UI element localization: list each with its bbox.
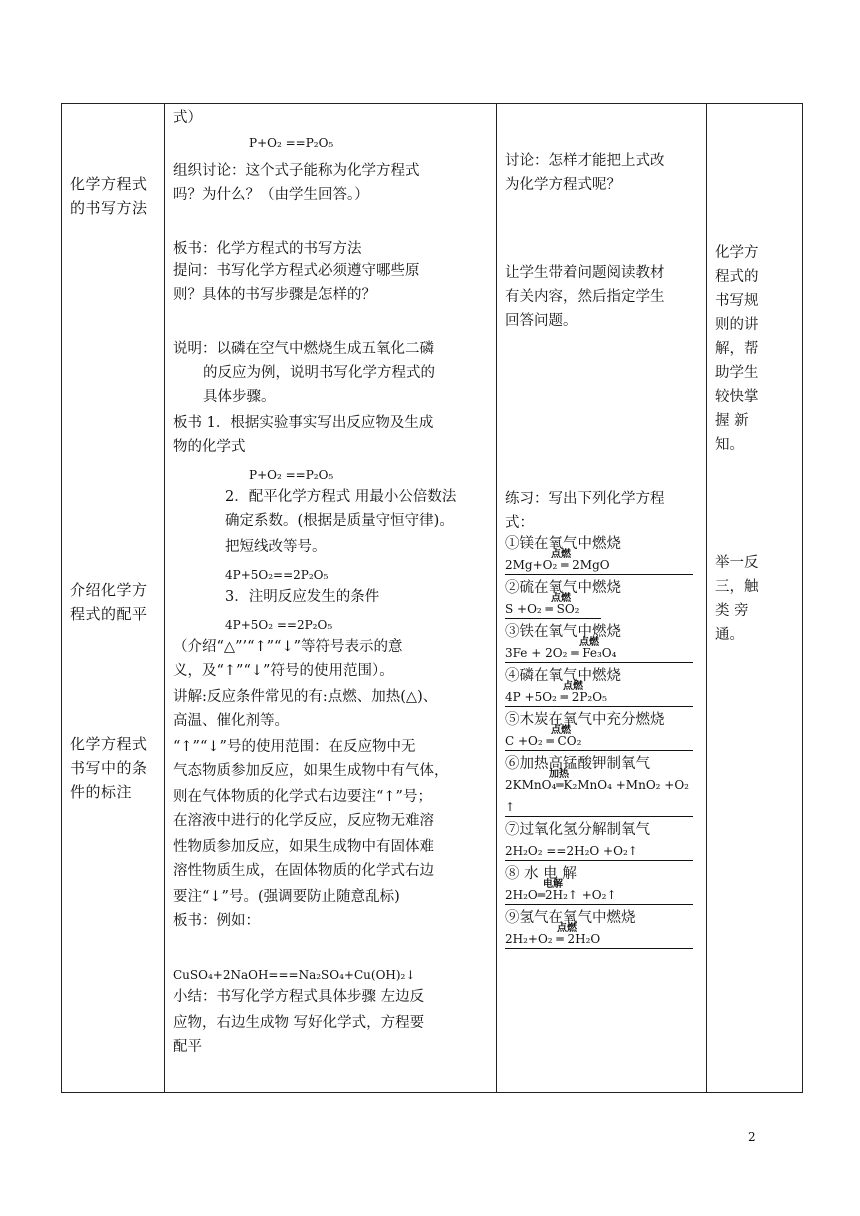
teacher-activity-column [165, 104, 497, 1093]
condition-label: 点燃 [579, 637, 599, 648]
label-line: 件的标注 [70, 783, 133, 801]
label-line: 介绍化学方 [70, 581, 148, 599]
equation: 4P+5O₂ ==2P₂O₅ [225, 618, 333, 632]
label-line: 的书写方法 [70, 199, 148, 217]
text-line: 板书：例如： [173, 913, 260, 929]
text-line: 溶性物质生成，在固体物质的化学式右边 [173, 863, 434, 879]
intent-line: 握 新 [715, 413, 749, 429]
intent-line: 举一反 [715, 555, 759, 571]
exercise-answer [505, 637, 693, 663]
equation: P+O₂ ==P₂O₅ [249, 468, 334, 482]
text-line: 板书：化学方程式的书写方法 [173, 241, 362, 257]
design-intent-column [707, 104, 803, 1093]
intent-line: 较快掌 [715, 389, 759, 405]
text-line: 板书 1．根据实验事实写出反应物及生成 [173, 415, 434, 431]
answer-text: 2H₂+O₂ ═ 2H₂O [505, 932, 601, 946]
text-line: （介绍“△”’“↑”“↓”等符号表示的意 [173, 639, 403, 655]
exercise-item: ②硫在氧气中燃烧 [505, 580, 621, 596]
exercise-item: ⑦过氧化氢分解制氧气 [505, 822, 650, 838]
text-line: 要注“↓”号。(强调要防止随意乱标) [173, 889, 400, 905]
condition-label: 点燃 [551, 725, 571, 736]
text-line: 回答问题。 [505, 313, 578, 329]
exercise-item: ⑧ 水 电 解 [505, 866, 577, 882]
text-line: 练习：写出下列化学方程 [505, 491, 665, 507]
text-line: 高温、催化剂等。 [173, 713, 289, 729]
exercise-item: ⑤木炭在氧气中充分燃烧 [505, 712, 665, 728]
text-line: 式： [505, 515, 534, 531]
topic-label-conditions [70, 732, 160, 804]
text-line: 讨论：怎样才能把上式改 [505, 153, 665, 169]
text-line: 讲解:反应条件常见的有:点燃、加热(△)、 [173, 689, 438, 705]
answer-text: C +O₂ ═ CO₂ [505, 734, 582, 748]
exercise-answer: ↑ [505, 798, 693, 817]
text-line: 说明：以磷在空气中燃烧生成五氧化二磷 [173, 341, 434, 357]
intent-line: 知。 [715, 437, 744, 453]
exercise-item: ①镁在氧气中燃烧 [505, 536, 621, 552]
answer-text: 4P +5O₂ ═ 2P₂O₅ [505, 690, 607, 704]
exercise-answer [505, 549, 693, 575]
text-line: 让学生带着问题阅读教材 [505, 265, 665, 281]
text-line: 的反应为例，说明书写化学方程式的 [203, 365, 435, 381]
text-line: 提问：书写化学方程式必须遵守哪些原 [173, 263, 420, 279]
text-line: 则？具体的书写步骤是怎样的？ [173, 287, 376, 303]
text-line: 具体步骤。 [203, 389, 276, 405]
exercise-answer [505, 923, 693, 949]
text-line: 性物质参加反应，如果生成物中有固体难 [173, 839, 434, 855]
text-line: 物的化学式 [173, 439, 246, 455]
exercise-answer [505, 681, 693, 707]
label-line: 化学方程式 [70, 735, 148, 753]
text-line: 3．注明反应发生的条件 [225, 589, 380, 605]
text-line: 为化学方程式呢？ [505, 177, 621, 193]
condition-label: 加热 [549, 769, 569, 780]
condition-label: 点燃 [557, 923, 577, 934]
table-row [62, 104, 803, 1093]
answer-text: 2Mg+O₂ ═ 2MgO [505, 558, 610, 572]
text-line: 配平 [173, 1039, 202, 1055]
page-number: 2 [748, 1130, 756, 1144]
text-line: 2．配平化学方程式 用最小公倍数法 [225, 489, 457, 505]
intent-line: 化学方 [715, 245, 759, 261]
label-line: 化学方程式 [70, 175, 148, 193]
condition-label: 点燃 [551, 549, 571, 560]
text-line: 吗？为什么？（由学生回答。） [173, 187, 369, 203]
exercise-item: ⑥加热高锰酸钾制氧气 [505, 756, 650, 772]
intent-line: 类 旁 [715, 603, 749, 619]
answer-text: 3Fe + 2O₂ ═ Fe₃O₄ [505, 646, 617, 660]
text-line: 在溶液中进行的化学反应，反应物无难溶 [173, 813, 434, 829]
exercise-answer: 2H₂O₂ ==2H₂O +O₂↑ [505, 842, 693, 861]
exercise-answer [505, 593, 601, 619]
text-line: 小结：书写化学方程式具体步骤 左边反 [173, 989, 425, 1005]
text-line: “↑”“↓”号的使用范围：在反应物中无 [173, 739, 416, 755]
exercise-item: ③铁在氧气中燃烧 [505, 624, 621, 640]
label-line: 程式的配平 [70, 605, 148, 623]
condition-label: 电解 [543, 879, 563, 890]
exercise-item: ④磷在氧气中燃烧 [505, 668, 621, 684]
intent-line: 则的讲 [715, 317, 759, 333]
intent-line: 解，帮 [715, 341, 759, 357]
intent-line: 三，触 [715, 579, 759, 595]
text-line: 义，及“↑”“↓”符号的使用范围）。 [173, 663, 394, 679]
exercise-answer: 2KMnO₄═K₂MnO₄ +MnO₂ +O₂ [505, 778, 689, 792]
text-line: 有关内容，然后指定学生 [505, 289, 665, 305]
student-activity-column [497, 104, 707, 1093]
label-line: 书写中的条 [70, 759, 148, 777]
topic-label-writing-method [70, 172, 160, 220]
intent-line: 程式的 [715, 269, 759, 285]
exercise-answer [505, 725, 693, 751]
text-line: 把短线改等号。 [225, 539, 327, 555]
intent-line: 书写规 [715, 293, 759, 309]
topic-column [62, 104, 165, 1093]
topic-label-balancing [70, 578, 160, 626]
condition-label: 点燃 [563, 681, 583, 692]
answer-text: S +O₂ ═ SO₂ [505, 602, 580, 616]
text-line: 式） [173, 110, 202, 126]
intent-line: 助学生 [715, 365, 759, 381]
text-line: 应物，右边生成物 写好化学式，方程要 [173, 1015, 425, 1031]
exercise-answer [505, 879, 693, 905]
lesson-table [61, 103, 803, 1093]
intent-line: 通。 [715, 627, 744, 643]
text-line: 组织讨论：这个式子能称为化学方程式 [173, 163, 420, 179]
equation: 4P+5O₂==2P₂O₅ [225, 568, 329, 582]
equation: P+O₂ ==P₂O₅ [249, 136, 334, 150]
exercise-item: ⑨氢气在氧气中燃烧 [505, 910, 636, 926]
text-line: 气态物质参加反应，如果生成物中有气体， [173, 763, 449, 779]
answer-text: 2H₂O═2H₂↑ +O₂↑ [505, 888, 617, 902]
condition-label: 点燃 [551, 593, 571, 604]
text-line: 则在气体物质的化学式右边要注“↑”号； [173, 789, 432, 805]
equation: CuSO₄+2NaOH===Na₂SO₄+Cu(OH)₂↓ [173, 968, 416, 982]
text-line: 确定系数。(根据是质量守恒守律)。 [225, 513, 454, 529]
